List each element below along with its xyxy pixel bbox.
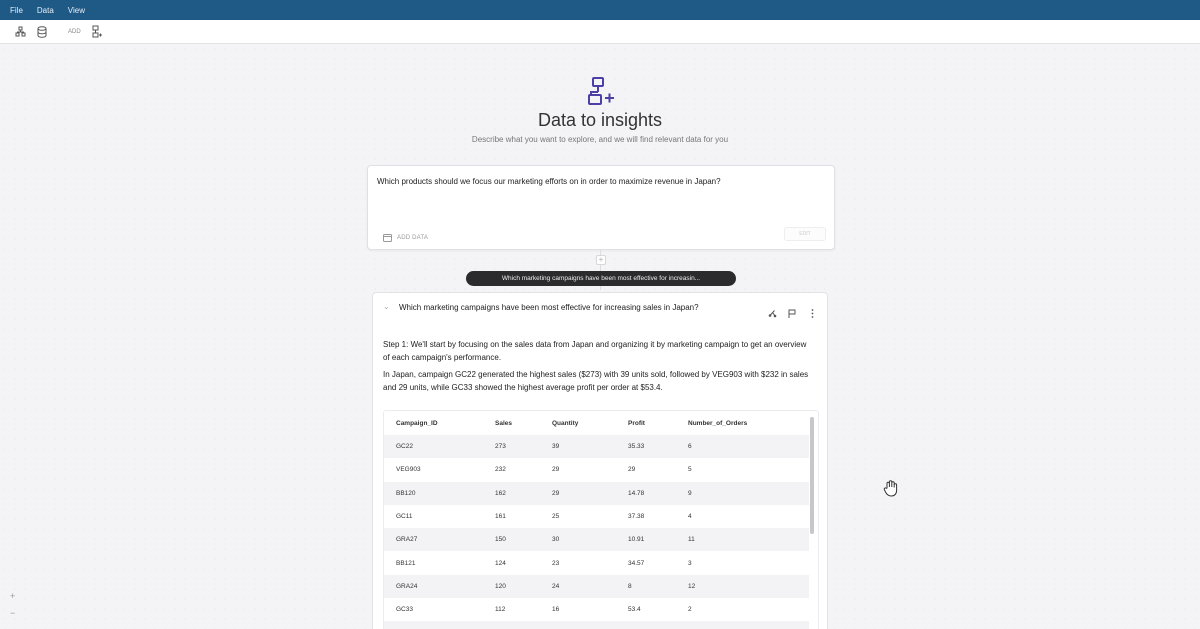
add-data-label: ADD DATA — [397, 235, 429, 241]
cell — [676, 621, 809, 629]
col-quantity[interactable]: Quantity — [540, 411, 616, 435]
suggestion-pill[interactable]: Which marketing campaigns have been most effective for increasin... — [466, 271, 736, 286]
menu-file[interactable]: File — [10, 5, 23, 15]
database-icon[interactable] — [36, 26, 48, 38]
zoom-out-button[interactable]: − — [10, 608, 16, 618]
table-header-row — [384, 411, 809, 435]
table-row — [384, 505, 809, 528]
cell: 161 — [483, 505, 540, 528]
cell: 29 — [540, 482, 616, 505]
cell — [540, 621, 616, 629]
cell: GC11 — [384, 505, 483, 528]
cell: GC33 — [384, 598, 483, 621]
cell: 35.33 — [616, 435, 676, 458]
cell: 53.4 — [616, 598, 676, 621]
cell: 23 — [540, 551, 616, 574]
cell: 37.38 — [616, 505, 676, 528]
col-sales[interactable]: Sales — [483, 411, 540, 435]
cell: 10.91 — [616, 528, 676, 551]
cell: 8 — [616, 575, 676, 598]
prompt-text[interactable]: Which products should we focus our marketing efforts on in order to maximize revenue in Japan? — [377, 177, 721, 186]
cell: VEG903 — [384, 458, 483, 481]
cell: 12 — [676, 575, 809, 598]
zoom-in-button[interactable]: + — [10, 591, 16, 601]
edit-button[interactable]: EDIT — [784, 227, 826, 241]
table-row — [384, 528, 809, 551]
cell: 14.78 — [616, 482, 676, 505]
answer-card — [372, 292, 828, 629]
cell: 11 — [676, 528, 809, 551]
menu-data[interactable]: Data — [36, 5, 54, 15]
more-options-icon[interactable] — [807, 308, 817, 318]
table-row — [384, 458, 809, 481]
col-profit[interactable]: Profit — [616, 411, 676, 435]
cell: 112 — [483, 598, 540, 621]
cell: BB121 — [384, 551, 483, 574]
flag-icon[interactable] — [787, 308, 797, 318]
col-campaign-id[interactable]: Campaign_ID — [384, 411, 483, 435]
col-number-of-orders[interactable]: Number_of_Orders — [676, 411, 809, 435]
zoom-controls — [10, 592, 15, 618]
hierarchy-icon[interactable] — [14, 26, 26, 38]
table-row — [384, 621, 809, 629]
toolbar — [0, 20, 1200, 44]
cell: 232 — [483, 458, 540, 481]
menu-bar — [0, 0, 1200, 20]
cell: 34.57 — [616, 551, 676, 574]
table-row — [384, 435, 809, 458]
share-icon[interactable] — [767, 308, 777, 318]
cell: 29 — [616, 458, 676, 481]
cell: 29 — [540, 458, 616, 481]
answer-actions — [767, 308, 817, 318]
cell: 273 — [483, 435, 540, 458]
cell: 162 — [483, 482, 540, 505]
cell: 30 — [540, 528, 616, 551]
answer-title: Which marketing campaigns have been most effective for increasing sales in Japan? — [399, 303, 699, 312]
cell: 150 — [483, 528, 540, 551]
flowchart-add-icon — [585, 76, 615, 108]
chevron-down-icon[interactable]: ⌄ — [383, 302, 390, 311]
table-row — [384, 551, 809, 574]
menu-view[interactable]: View — [67, 5, 85, 15]
calendar-icon — [383, 229, 392, 247]
cell: 3 — [676, 551, 809, 574]
cell — [483, 621, 540, 629]
add-data-button[interactable] — [383, 229, 428, 247]
cell: GC22 — [384, 435, 483, 458]
answer-body — [383, 338, 815, 398]
table-row — [384, 575, 809, 598]
cell: 4 — [676, 505, 809, 528]
hand-cursor-icon — [883, 479, 899, 497]
cell: GRA27 — [384, 528, 483, 551]
add-node-icon[interactable] — [91, 26, 103, 38]
cell: 120 — [483, 575, 540, 598]
table-row — [384, 482, 809, 505]
cell: 39 — [540, 435, 616, 458]
cell: 6 — [676, 435, 809, 458]
results-table — [383, 410, 819, 629]
answer-header — [383, 302, 817, 314]
cell: 16 — [540, 598, 616, 621]
page-title: Data to insights — [537, 110, 663, 130]
cell: GRA24 — [384, 575, 483, 598]
add-step-button[interactable]: + — [596, 255, 606, 265]
cell — [384, 621, 483, 629]
answer-summary: In Japan, campaign GC22 generated the highest sales ($273) with 39 units sold, followed by VEG903 with $232 in sales and 29 units, while GC33 showed the highest average profit per order at $53.4. — [383, 370, 809, 392]
cell: 24 — [540, 575, 616, 598]
table-row — [384, 598, 809, 621]
cell: 124 — [483, 551, 540, 574]
cell: 2 — [676, 598, 809, 621]
cell — [616, 621, 676, 629]
add-label: ADD — [68, 28, 81, 35]
cell: 25 — [540, 505, 616, 528]
cell: 5 — [676, 458, 809, 481]
table-scrollbar[interactable] — [810, 417, 814, 534]
page-subtitle: Describe what you want to explore, and we will find relevant data for you — [471, 135, 729, 144]
prompt-card[interactable] — [367, 165, 835, 250]
cell: 9 — [676, 482, 809, 505]
answer-step: Step 1: We'll start by focusing on the sales data from Japan and organizing it by marketing campaign to get an overview of each campaign's performance. — [383, 340, 807, 362]
hero — [0, 76, 1200, 144]
cell: BB120 — [384, 482, 483, 505]
